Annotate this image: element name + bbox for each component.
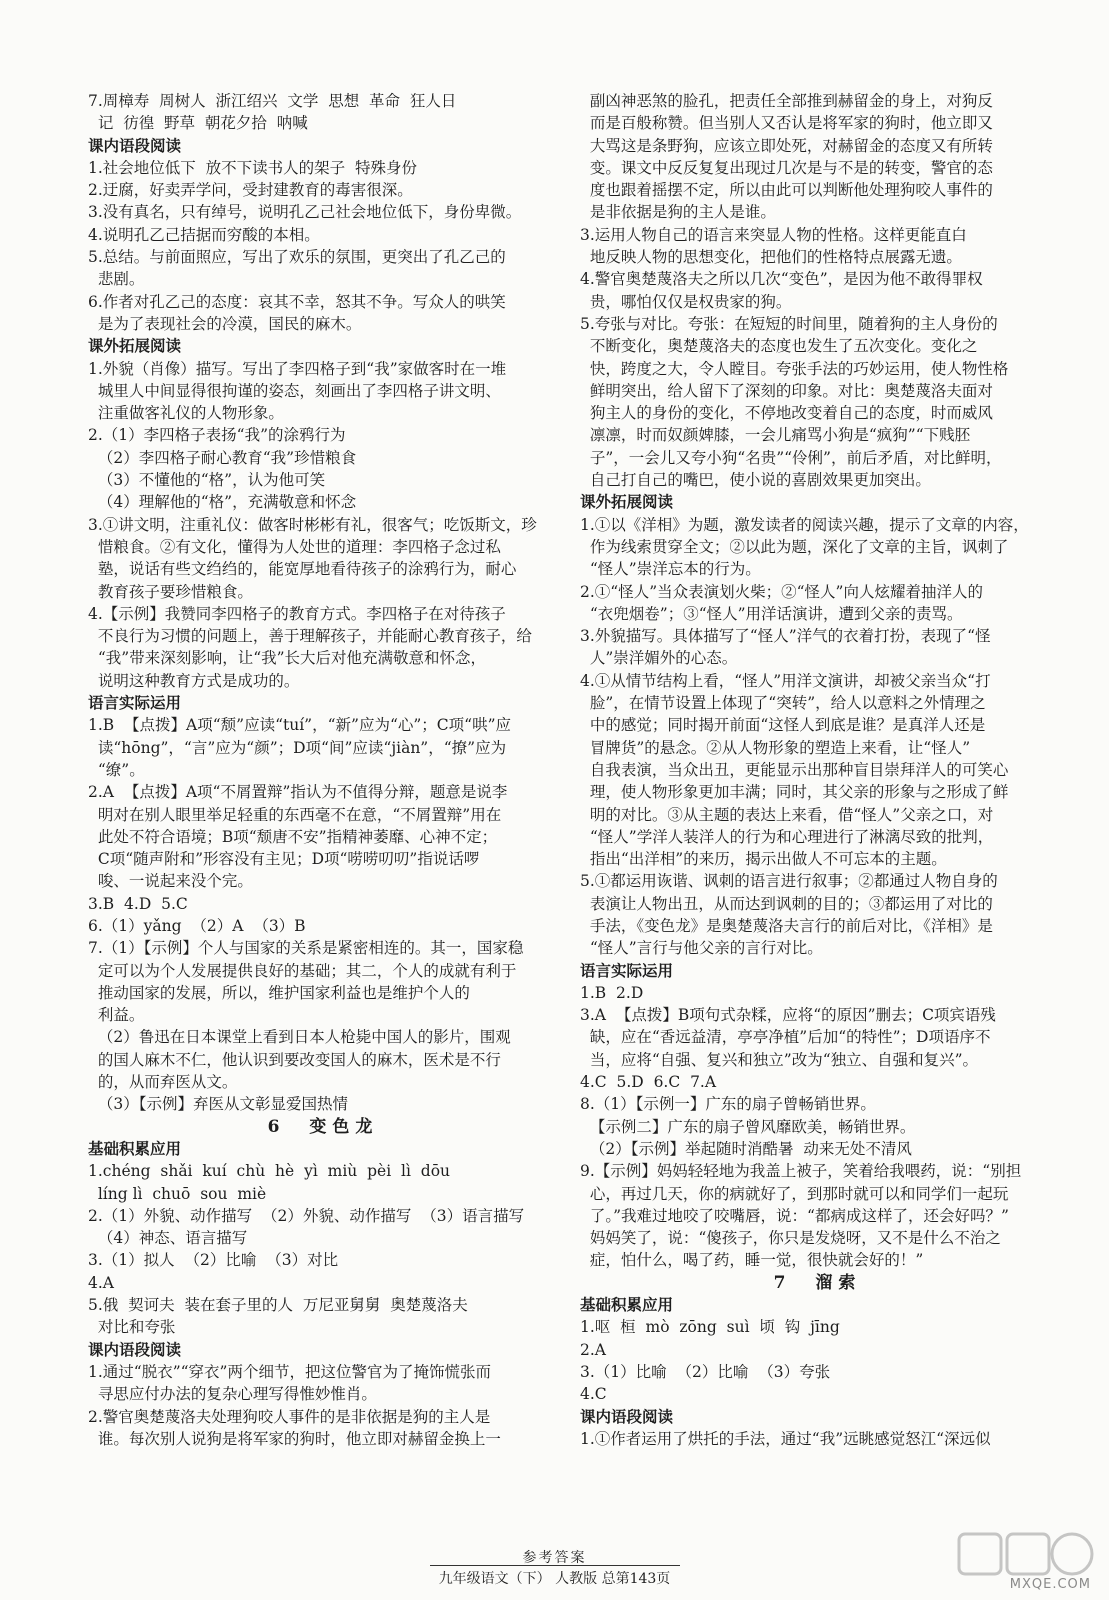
chapter-title: 6 变色龙 [267,1116,379,1137]
answer-line: 指出“出洋相”的来历，揭示出做人不可忘本的主题。 [580,850,947,869]
answer-line: 凛凛，时而奴颜婢膝，一会儿痛骂小狗是“疯狗”“下贱胚 [580,426,971,445]
footer-title: 参考答案 [522,1550,587,1566]
answer-line: 4.C 5.D 6.C 7.A [580,1073,717,1092]
answer-line: “衣兜烟卷”；③“怪人”用洋话演讲，遭到父亲的责骂。 [580,604,963,623]
answer-line: 1.B 2.D [580,983,644,1002]
footer-page-info: 九年级语文（下） 人教版 总第143页 [438,1571,671,1587]
answer-line: 4.警官奥楚蔑洛夫之所以几次“变色”，是因为他不敢得罪权 [580,270,983,289]
answer-line: （2）鲁迅在日本课堂上看到日本人枪毙中国人的影片，围观 [88,1028,511,1047]
answer-line: 3.（1）比喻 （2）比喻 （3）夸张 [580,1362,831,1381]
answer-line: 4.【示例】我赞同李四格子的教育方式。李四格子在对待孩子 [88,604,506,623]
watermark-text: MXQE.COM [1009,1577,1091,1592]
answer-line: 不断变化，奥楚蔑洛夫的态度也发生了五次变化。变化之 [580,337,978,356]
answer-line: 2.（1）李四格子表扬“我”的涂鸦行为 [88,426,346,445]
section-heading: 课外拓展阅读 [580,492,674,512]
answer-line: 地反映人物的思想变化，把他们的性格特点展露无遗。 [580,248,962,267]
answer-line: 的，从而弃医从文。 [88,1073,238,1092]
answer-line: 6.（1）yǎng （2）A （3）B [88,916,306,935]
answer-line: 读“hōng”，“言”应为“颜”；D项“间”应读“jiàn”，“撩”应为 [88,738,507,757]
answer-line: 1.chéng shǎi kuí chù hè yì miù pèi lì dōu [88,1162,451,1181]
answer-line: 表演让人物出丑，从而达到讽刺的目的；③都运用了对比的 [580,894,993,913]
answer-line: 而是百般称赞。但当别人又否认是将军家的狗时，他立即又 [580,114,993,133]
section-heading: 课内语段阅读 [88,135,182,155]
answer-line: 对比和夸张 [88,1318,176,1337]
answer-line: 【示例二】广东的扇子曾风靡欧美，畅销世界。 [580,1117,916,1136]
answer-line: “缭”。 [88,760,145,779]
answer-line: （4）神态、语言描写 [88,1229,248,1248]
answer-line: 明对在别人眼里举足轻重的东西毫不在意，“不屑置辩”用在 [88,805,502,824]
answer-line: 塾，说话有些文绉绉的，能宽厚地看待孩子的涂鸦行为，耐心 [88,560,517,579]
right-column [580,90,1055,1450]
answer-line: 自己打自己的嘴巴，使小说的喜剧效果更加突出。 [580,471,931,490]
answer-line: 子”，一会儿又夸小狗“名贵”“伶俐”，前后矛盾，对比鲜明， [580,448,1002,467]
answer-line: 5.夸张与对比。夸张：在短短的时间里，随着狗的主人身份的 [580,314,998,333]
answer-line: 2.①“怪人”当众表演划火柴；②“怪人”向人炫耀着抽洋人的 [580,582,983,601]
answer-line: 定可以为个人发展提供良好的基础；其二，个人的成就有利于 [88,961,517,980]
answer-line: 2.迂腐，好卖弄学问，受封建教育的毒害很深。 [88,181,413,200]
section-heading: 课内语段阅读 [580,1406,674,1426]
answer-line: 变。课文中反反复复出现过几次是与不是的转变，警官的态 [580,158,993,177]
answer-line: 是非依据是狗的主人是谁。 [580,203,776,222]
answer-line: 推动国家的发展，所以，维护国家利益也是维护个人的 [88,983,470,1002]
answer-line: 中的感觉；同时揭开前面“这怪人到底是谁？是真洋人还是 [580,716,986,735]
section-heading: 语言实际运用 [88,693,182,713]
answer-line: 1.呕 桓 mò zōng suì 顷 钩 jīng [580,1318,840,1337]
answer-line: “怪人”崇洋忘本的行为。 [580,560,761,579]
answer-line: 不良行为习惯的问题上，善于理解孩子，并能耐心教育孩子，给 [88,627,532,646]
section-heading: 课内语段阅读 [88,1339,182,1359]
answer-line: 人”崇洋媚外的心态。 [580,649,738,668]
footer-rule [430,1565,680,1566]
answer-line: 6.作者对孔乙己的态度：哀其不幸，怒其不争。写众人的哄笑 [88,292,506,311]
answer-line: líng lì chuō sou miè [88,1184,267,1203]
answer-line: 1.①以《洋相》为题，激发读者的阅读兴趣，提示了文章的内容， [580,515,1029,534]
answer-line: 2.警官奥楚蔑洛夫处理狗咬人事件的是非依据是狗的主人是 [88,1407,491,1426]
answer-line: 1.外貌（肖像）描写。写出了李四格子到“我”家做客时在一堆 [88,359,507,378]
answer-line: 4.C [580,1385,607,1404]
answer-line: 悲剧。 [88,270,145,289]
answer-line: 记 彷徨 野草 朝花夕拾 呐喊 [88,114,308,133]
answer-line: 1.社会地位低下 放不下读书人的架子 特殊身份 [88,158,417,177]
answer-line: 4.①从情节结构上看，“怪人”用洋文演讲，却被父亲当众“打 [580,671,991,690]
answer-line: 3.A 【点拨】B项句式杂糅，应将“的原因”删去；C项宾语残 [580,1006,996,1025]
answer-line: 3.①讲文明，注重礼仪：做客时彬彬有礼，很客气；吃饭斯文，珍 [88,515,537,534]
answer-line: 3.运用人物自己的语言来突显人物的性格。这样更能直白 [580,225,967,244]
section-heading: 课外拓展阅读 [88,336,182,356]
answer-line: 副凶神恶煞的脸孔，把责任全部推到赫留金的身上，对狗反 [580,92,993,110]
answer-line: “怪人”学洋人装洋人的行为和心理进行了淋漓尽致的批判， [580,827,994,846]
answer-line: 注重做客礼仪的人物形象。 [88,404,284,423]
answer-line: 心，再过几天，你的病就好了，到那时就可以和同学们一起玩 [580,1184,1009,1203]
answer-line: 3.没有真名，只有绰号，说明孔乙己社会地位低下，身份卑微。 [88,203,522,222]
answer-line: 谁。每次别人说狗是将军家的狗时，他立即对赫留金换上一 [88,1429,501,1448]
left-column [88,90,558,1450]
answer-line: 9.【示例】妈妈轻轻地为我盖上被子，笑着给我喂药，说：“别担 [580,1162,1022,1181]
answer-line: 利益。 [88,1006,145,1025]
answer-line: 1.①作者运用了烘托的手法，通过“我”远眺感觉怒江“深远似 [580,1429,991,1448]
answer-line: 3.（1）拟人 （2）比喻 （3）对比 [88,1251,339,1270]
answer-line: 4.说明孔乙己拮据而穷酸的本相。 [88,225,320,244]
answer-line: （4）理解他的“格”，充满敬意和怀念 [88,493,357,512]
answer-line: 3.外貌描写。具体描写了“怪人”洋气的衣着打扮，表现了“怪 [580,627,991,646]
answer-line: “我”带来深刻影响，让“我”长大后对他充满敬意和怀念， [88,649,487,668]
answer-line: 1.B 【点拨】A项“颓”应读“tuí”，“新”应为“心”；C项“哄”应 [88,716,511,735]
answer-line: 脸”，在情节设置上体现了“突转”，给人以意料之外情理之 [580,694,986,713]
answer-line: 度也跟着摇摆不定，所以由此可以判断他处理狗咬人事件的 [580,181,993,200]
answer-line: 此处不符合语境；B项“颓唐不安”指精神萎靡、心神不定； [88,827,498,846]
answer-line: 5.①都运用诙谐、讽刺的语言进行叙事；②都通过人物自身的 [580,872,998,891]
answer-line: 理，使人物形象更加丰满；同时，其父亲的形象与之形成了鲜 [580,783,1009,802]
answer-line: 大骂这是条野狗，应该立即处死，对赫留金的态度又有所转 [580,136,993,155]
answer-line: “怪人”言行与他父亲的言行对比。 [580,939,823,958]
answer-line: 惜粮食。②有文化，懂得为人处世的道理：李四格子念过私 [88,537,501,556]
answer-line: 妈妈笑了，说：“傻孩子，你只是发烧呀，又不是什么不治之 [580,1229,1001,1248]
answer-line: 教育孩子要珍惜粮食。 [88,582,253,601]
answer-line: 鲜明突出，给人留下了深刻的印象。对比：奥楚蔑洛夫面对 [580,381,993,400]
answer-line: 8.（1）【示例一】广东的扇子曾畅销世界。 [580,1095,876,1114]
answer-line: 7.周樟寿 周树人 浙江绍兴 文学 思想 革命 狂人日 [88,92,457,110]
answer-line: （2）李四格子耐心教育“我”珍惜粮食 [88,448,357,467]
answer-line: 贵，哪怕仅仅是权贵家的狗。 [580,292,792,311]
answer-line: C项“随声附和”形容没有主见；D项“唠唠叨叨”指说话啰 [88,850,480,869]
section-heading: 基础积累应用 [580,1295,674,1315]
answer-line: 说明这种教育方式是成功的。 [88,671,300,690]
answer-line: 3.B 4.D 5.C [88,894,188,913]
answer-line: 快，跨度之大，令人瞠目。夸张手法的巧妙运用，使人物性格 [580,359,1009,378]
answer-line: 7.（1）【示例】个人与国家的关系是紧密相连的。其一，国家稳 [88,939,524,958]
answer-line: 2.A 【点拨】A项“不屑置辩”指认为不值得分辩，题意是说李 [88,783,508,802]
chapter-title: 7 溜索 [773,1272,862,1293]
answer-line: 当，应将“自强、复兴和独立”改为“独立、自强和复兴”。 [580,1050,979,1069]
answer-line: 缺，应在“香远益清，亭亭净植”后加“的特性”；D项语序不 [580,1028,991,1047]
answer-line: 自我表演，当众出丑，更能显示出那种盲目崇拜洋人的可笑心 [580,760,1009,779]
answer-line: 4.A [88,1273,114,1292]
answer-line: 城里人中间显得很拘谨的姿态，刻画出了李四格子讲文明、 [88,381,501,400]
answer-line: 2.A [580,1340,606,1359]
answer-line: 的国人麻木不仁，他认识到要改变国人的麻木，医术是不行 [88,1050,501,1069]
answer-line: 症，怕什么，喝了药，睡一觉，很快就会好的！” [580,1251,924,1270]
answer-line: 1.通过“脱衣”“穿衣”两个细节，把这位警官为了掩饰慌张而 [88,1362,491,1381]
section-heading: 语言实际运用 [580,960,674,980]
answer-line: 了。”我难过地咬了咬嘴唇，说：“都病成这样了，还会好吗？” [580,1206,1009,1225]
answer-line: 冒牌货”的悬念。②从人物形象的塑造上来看，让“怪人” [580,738,971,757]
answer-line: 是为了表现社会的冷漠，国民的麻木。 [88,314,362,333]
answer-line: （3）【示例】弃医从文彰显爱国热情 [88,1095,348,1114]
answer-line: （2）【示例】举起随时消酷暑 动来无处不清风 [580,1139,912,1158]
answer-line: （3）不懂他的“格”，认为他可笑 [88,471,326,490]
answer-line: 明的对比。③从主题的表达上来看，借“怪人”父亲之口，对 [580,805,994,824]
answer-line: 作为线索贯穿全文；②以此为题，深化了文章的主旨，讽刺了 [580,537,1009,556]
answer-line: 狗主人的身份的变化，不停地改变着自己的态度，时而威风 [580,404,993,423]
answer-line: 2.（1）外貌、动作描写 （2）外貌、动作描写 （3）语言描写 [88,1206,525,1225]
answer-line: 唆、一说起来没个完。 [88,872,253,891]
answer-line: 寻思应付办法的复杂心理写得惟妙惟肖。 [88,1385,377,1404]
section-heading: 基础积累应用 [88,1138,182,1158]
answer-line: 5.总结。与前面照应，写出了欢乐的氛围，更突出了孔乙己的 [88,248,506,267]
answer-line: 手法，《变色龙》是奥楚蔑洛夫言行的前后对比，《洋相》是 [580,916,993,935]
answer-line: 5.俄 契诃夫 装在套子里的人 万尼亚舅舅 奥楚蔑洛夫 [88,1296,468,1315]
